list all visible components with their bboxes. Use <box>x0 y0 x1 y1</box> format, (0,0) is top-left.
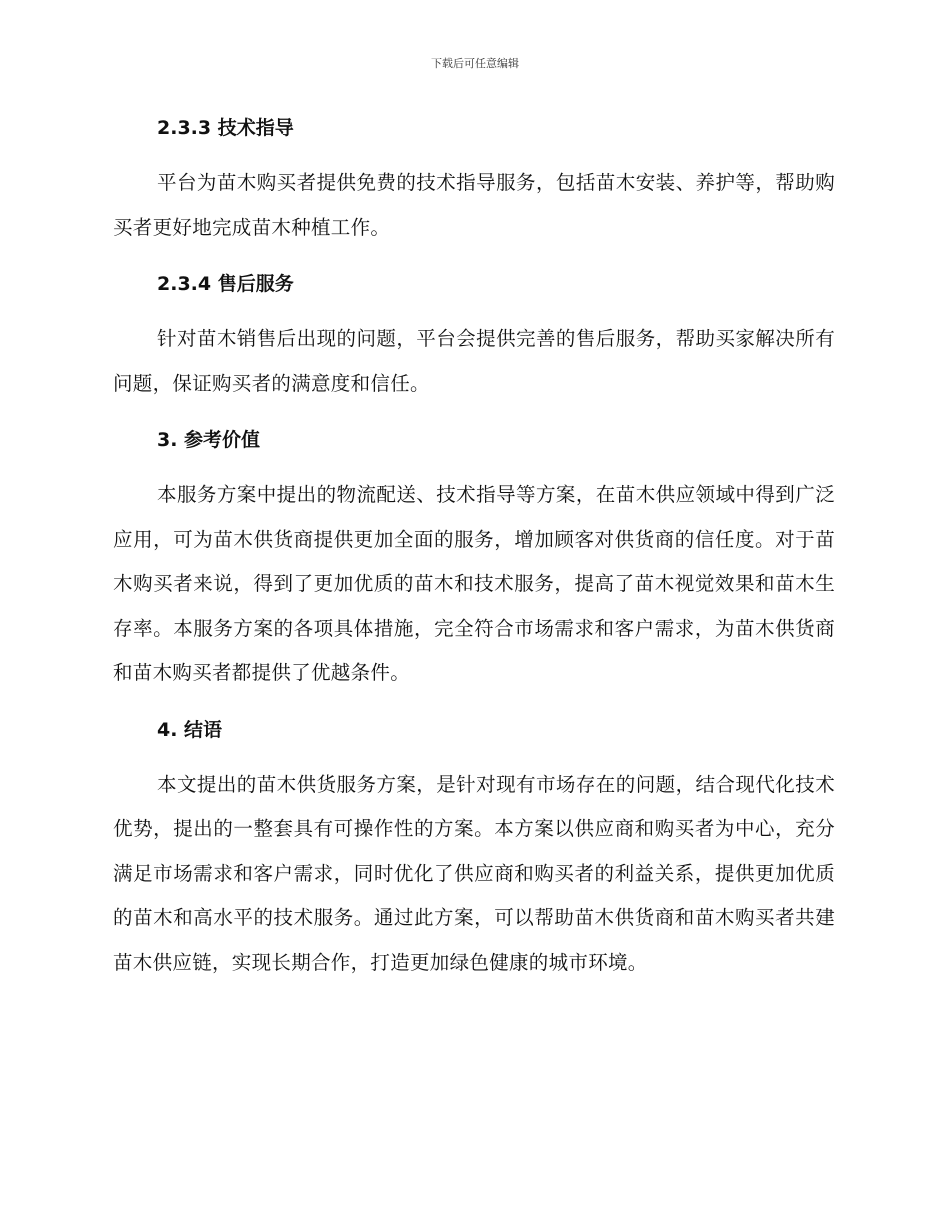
section-paragraph-technical-guidance: 平台为苗木购买者提供免费的技术指导服务，包括苗木安装、养护等，帮助购买者更好地完成苗木种植工作。 <box>113 171 835 239</box>
section-heading-reference-value: 3. 参考价值 <box>157 429 261 451</box>
section-paragraph-reference-value: 本服务方案中提出的物流配送、技术指导等方案，在苗木供应领域中得到广泛应用，可为苗木供货商提供更加全面的服务，增加顾客对供货商的信任度。对于苗木购买者来说，得到了更加优质的苗木和技术服务，提高了苗木视觉效果和苗木生存率。本服务方案的各项具体措施，完全符合市场需求和客户需求，为苗木供货商和苗木购买者都提供了优越条件。 <box>113 483 835 684</box>
section-paragraph-after-sales: 针对苗木销售后出现的问题，平台会提供完善的售后服务，帮助买家解决所有问题，保证购买者的满意度和信任。 <box>113 327 835 395</box>
section-paragraph-conclusion: 本文提出的苗木供货服务方案，是针对现有市场存在的问题，结合现代化技术优势，提出的一整套具有可操作性的方案。本方案以供应商和购买者为中心，充分满足市场需求和客户需求，同时优化了供应商和购买者的利益关系，提供更加优质的苗木和高水平的技术服务。通过此方案，可以帮助苗木供货商和苗木购买者共建苗木供应链，实现长期合作，打造更加绿色健康的城市环境。 <box>113 772 835 974</box>
section-heading-after-sales: 2.3.4 售后服务 <box>157 273 294 295</box>
document-body <box>113 112 835 985</box>
page-header: 下载后可任意编辑 <box>431 57 519 70</box>
section-heading-conclusion: 4. 结语 <box>157 718 223 741</box>
section-heading-technical-guidance: 2.3.3 技术指导 <box>157 117 294 139</box>
